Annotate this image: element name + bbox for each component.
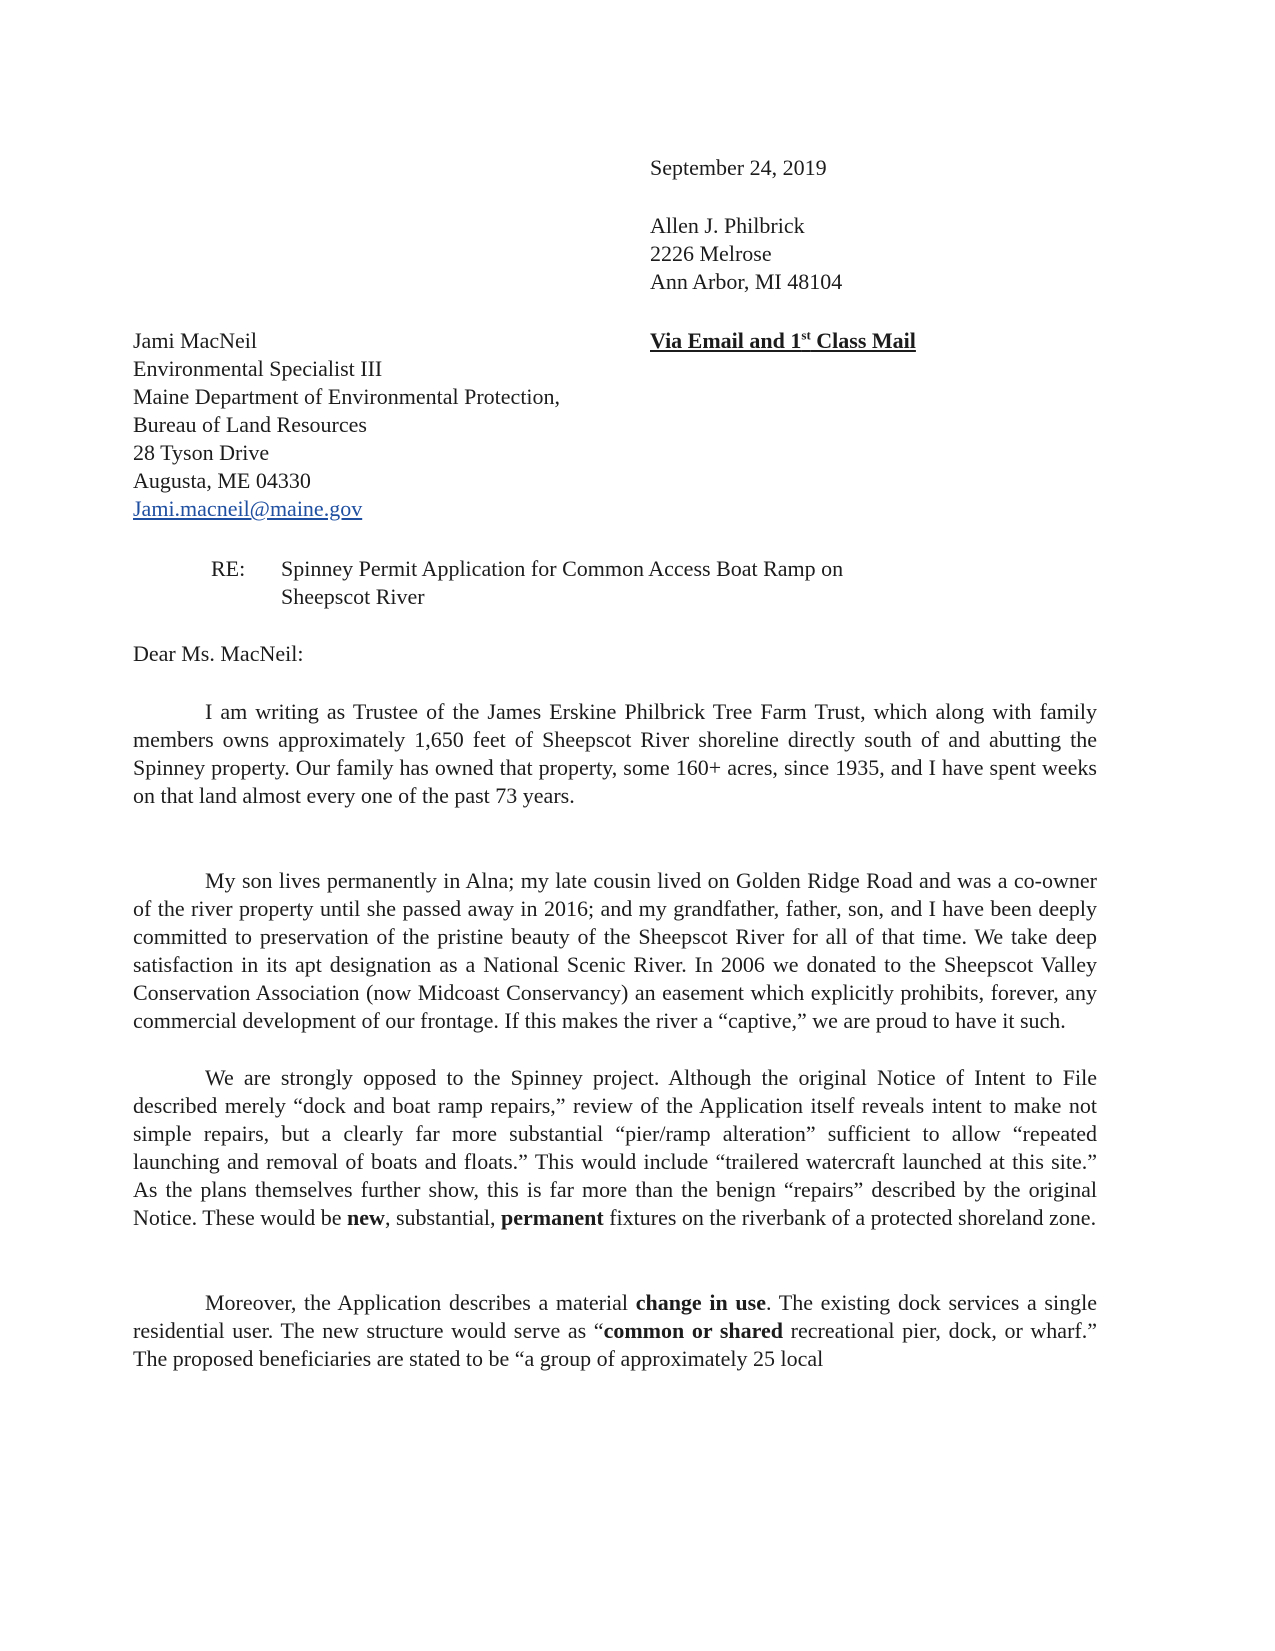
- sender-name: Allen J. Philbrick: [650, 213, 805, 238]
- p4-emphasis-common-or-shared: common or shared: [603, 1318, 784, 1343]
- body-paragraph-4: [133, 1289, 1097, 1373]
- p3-emphasis-new: new: [347, 1205, 385, 1230]
- delivery-prefix: Via Email and 1: [650, 328, 802, 353]
- letter-date: September 24, 2019: [650, 155, 827, 180]
- recipient-org: Maine Department of Environmental Protection,: [133, 384, 561, 409]
- delivery-method: [650, 327, 916, 355]
- p3-emphasis-permanent: permanent: [501, 1205, 604, 1230]
- sender-address: [650, 212, 842, 296]
- sender-street: 2226 Melrose: [650, 241, 772, 266]
- p4-emphasis-change-in-use: change in use: [635, 1290, 766, 1315]
- p4-text-3: recreational pier, dock, or wharf.” The proposed beneficiaries are stated to be “a group of approximately 25 local: [133, 1318, 1097, 1371]
- body-paragraph-2: My son lives permanently in Alna; my late cousin lived on Golden Ridge Road and was a co-owner of the river property until she passed away in 2016; and my grandfather, father, son, and I have been deeply committed to preservation of the pristine beauty of the Sheepscot River for all of that time. We take deep satisfaction in its apt designation as a National Scenic River. In 2006 we donated to the Sheepscot Valley Conservation Association (now Midcoast Conservancy) an easement which explicitly prohibits, forever, any commercial development of our frontage. If this makes the river a “captive,” we are proud to have it such.: [133, 868, 1097, 1033]
- re-subject: [281, 555, 843, 611]
- sender-city: Ann Arbor, MI 48104: [650, 269, 843, 294]
- recipient-city: Augusta, ME 04330: [133, 468, 311, 493]
- p3-text-2: , substantial,: [384, 1205, 502, 1230]
- p4-text-1: Moreover, the Application describes a material: [205, 1290, 636, 1315]
- re-label: RE:: [211, 556, 246, 581]
- salutation: Dear Ms. MacNeil:: [133, 641, 304, 666]
- body-paragraph-1: I am writing as Trustee of the James Erskine Philbrick Tree Farm Trust, which along with family members owns approximately 1,650 feet of Sheepscot River shoreline directly south of and abutting the Spinney property. Our family has owned that property, some 160+ acres, since 1935, and I have spent weeks on that land almost every one of the past 73 years.: [133, 699, 1097, 808]
- re-subject-line-2: Sheepscot River: [281, 584, 425, 609]
- recipient-email-link[interactable]: Jami.macneil@maine.gov: [133, 496, 363, 521]
- p3-text-1: We are strongly opposed to the Spinney project. Although the original Notice of Intent to File described merely “dock and boat ramp repairs,” review of the Application itself reveals intent to make not simple repairs, but a clearly far more substantial “pier/ramp alteration” sufficient to allow “repeated launching and removal of boats and floats.” This would include “trailered watercraft launched at this site.” As the plans themselves further show, this is far more than the benign “repairs” described by the original Notice. These would be: [133, 1065, 1097, 1230]
- recipient-street: 28 Tyson Drive: [133, 440, 270, 465]
- recipient-bureau: Bureau of Land Resources: [133, 412, 367, 437]
- re-subject-line-1: Spinney Permit Application for Common Access Boat Ramp on: [281, 556, 844, 581]
- p3-text-3: fixtures on the riverbank of a protected shoreland zone.: [603, 1205, 1097, 1230]
- delivery-ordinal: st: [801, 327, 811, 343]
- recipient-name: Jami MacNeil: [133, 328, 258, 353]
- p4-text-2: . The existing dock services a single residential user. The new structure would serve as “: [133, 1290, 1097, 1343]
- body-paragraph-3: [133, 1064, 1097, 1232]
- recipient-title: Environmental Specialist III: [133, 356, 383, 381]
- delivery-suffix: Class Mail: [810, 328, 916, 353]
- recipient-address: [133, 327, 560, 523]
